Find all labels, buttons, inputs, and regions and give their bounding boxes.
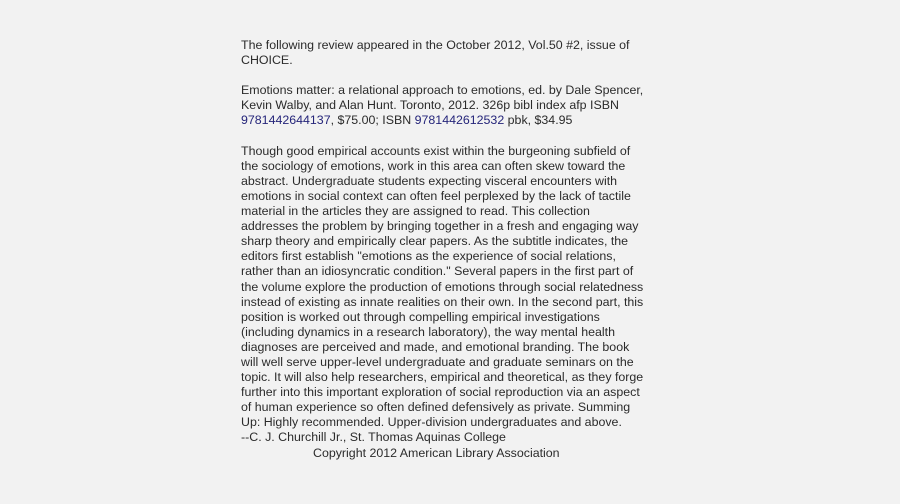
- reviewer-signature: --C. J. Churchill Jr., St. Thomas Aquinas College: [241, 430, 506, 445]
- price-paperback: pbk, $34.95: [504, 113, 573, 128]
- review-line: (including dynamics in a research laboratory), the way mental health: [241, 324, 615, 339]
- review-line: position is worked out through compelling empirical investigations: [241, 309, 600, 324]
- isbn-link-hardcover[interactable]: 9781442644137: [241, 113, 331, 128]
- intro-line: CHOICE.: [241, 53, 293, 68]
- review-line: material in the articles they are assigned to read. This collection: [241, 204, 590, 219]
- citation-isbn-line: [241, 113, 671, 128]
- citation-line: Kevin Walby, and Alan Hunt. Toronto, 2012. 326p bibl index afp ISBN: [241, 98, 619, 113]
- review-line: the sociology of emotions, work in this area can often skew toward the: [241, 158, 626, 173]
- review-line: instead of existing as innate realities on their own. In the second part, this: [241, 294, 644, 309]
- review-line: Up: Highly recommended. Upper-division undergraduates and above.: [241, 415, 622, 430]
- review-document: [241, 38, 671, 461]
- review-line: addresses the problem by bringing together in a fresh and engaging way: [241, 219, 639, 234]
- review-line: will well serve upper-level undergraduate and graduate seminars on the: [241, 354, 634, 369]
- review-line: of human experience so often defined defensively as private. Summing: [241, 400, 631, 415]
- review-body: [241, 144, 671, 461]
- review-line: Though good empirical accounts exist within the burgeoning subfield of: [241, 143, 631, 158]
- review-line: topic. It will also help researchers, empirical and theoretical, as they forge: [241, 370, 644, 385]
- review-line: emotions in social context can often feel perplexed by the lack of tactile: [241, 188, 631, 203]
- review-line: rather than an idiosyncratic condition." Several papers in the first part of: [241, 264, 634, 279]
- citation-line: Emotions matter: a relational approach to emotions, ed. by Dale Spencer,: [241, 83, 644, 98]
- citation-paragraph: [241, 83, 671, 128]
- review-line: diagnoses are perceived and made, and emotional branding. The book: [241, 339, 630, 354]
- review-line: further into this important exploration of social reproduction via an aspect: [241, 385, 640, 400]
- review-line: sharp theory and empirically clear papers. As the subtitle indicates, the: [241, 234, 629, 249]
- intro-line: The following review appeared in the October 2012, Vol.50 #2, issue of: [241, 38, 630, 52]
- review-line: editors first establish "emotions as the experience of social relations,: [241, 249, 616, 264]
- review-line: abstract. Undergraduate students expecting visceral encounters with: [241, 173, 618, 188]
- review-line: the volume explore the production of emotions through social relatedness: [241, 279, 644, 294]
- intro-paragraph: [241, 38, 671, 68]
- isbn-link-paperback[interactable]: 9781442612532: [414, 113, 505, 128]
- copyright-notice: Copyright 2012 American Library Association: [313, 445, 560, 460]
- price-hardcover: , $75.00; ISBN: [330, 113, 415, 128]
